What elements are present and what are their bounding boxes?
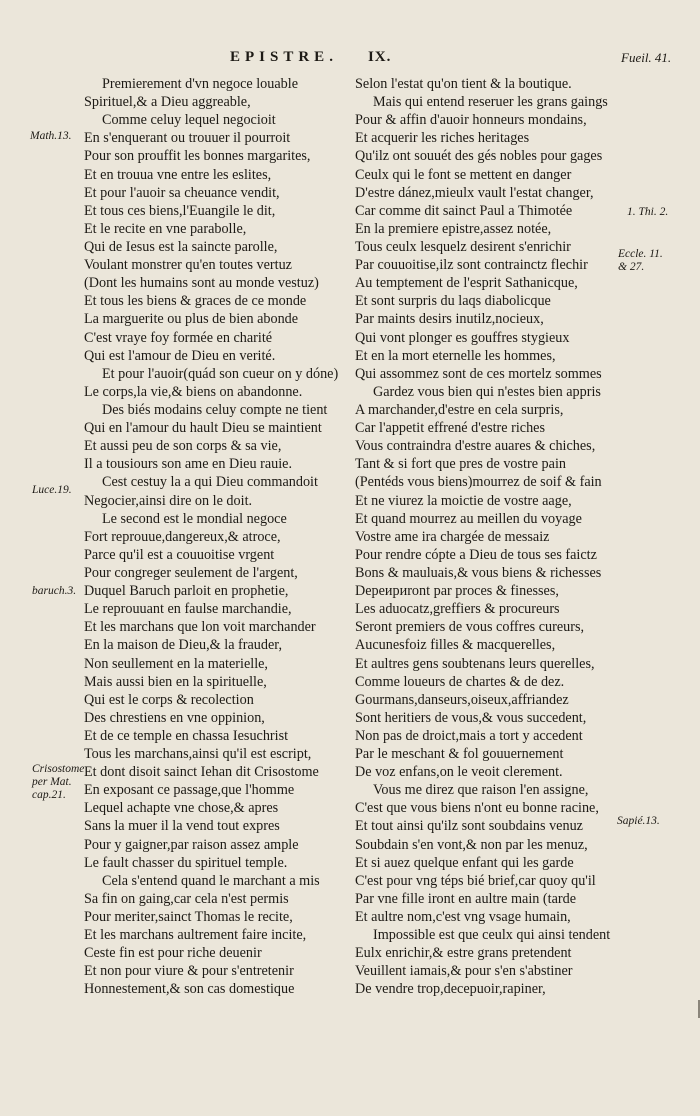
verse-line: C'est vraye foy formée en charité	[84, 329, 273, 346]
margin-note-eccle	[618, 248, 663, 274]
verse-line: Et acquerir les riches heritages	[355, 130, 530, 147]
verse-line: Sont heritiers de vous,& vous succedent,	[355, 709, 587, 726]
verse-line: Ceulx qui le font se mettent en danger	[355, 166, 572, 183]
verse-line: Et aussi peu de son corps & sa vie,	[84, 438, 282, 455]
running-header	[230, 49, 391, 66]
margin-note-line: & 27.	[618, 261, 645, 273]
verse-line: Par couuoitise,ilz sont contrainctz flechir	[355, 257, 588, 274]
verse-line: Sans la muer il la vend tout expres	[84, 818, 280, 835]
verse-line: Vostre ame ira chargée de messaiz	[355, 528, 550, 545]
verse-line: Et dont disoit sainct Iehan dit Crisostome	[84, 764, 319, 781]
verse-line: Par vne fille iront en aultre main (tarde	[355, 890, 577, 907]
verse-line: Par maints desirs inutilz,nocieux,	[355, 311, 544, 328]
margin-note-line: Sapié.13.	[617, 815, 660, 827]
verse-line: Et aultres gens soubtenans leurs querelles,	[355, 655, 595, 672]
verse-line: Cest cestuy la a qui Dieu commandoit	[102, 474, 318, 491]
verse-line: Le second est le mondial negoce	[102, 510, 287, 527]
verse-line: Depeириront par proces & finesses,	[355, 583, 559, 600]
verse-line: Gardez vous bien qui n'estes bien appris	[373, 383, 601, 400]
header-number: IX.	[367, 49, 392, 65]
verse-line: Fort reprouue,dangereux,& atroce,	[84, 528, 281, 545]
verse-line: Et tous ces biens,l'Euangile le dit,	[84, 202, 276, 219]
verse-line: Le fault chasser du spirituel temple.	[84, 854, 288, 871]
verse-line: Cela s'entend quand le marchant a mis	[102, 872, 320, 889]
verse-line: En s'enquerant ou trouuer il pourroit	[84, 130, 291, 147]
verse-line: Il a tousiours son ame en Dieu rauie.	[84, 456, 293, 473]
verse-line: Et en la mort eternelle les hommes,	[355, 347, 556, 364]
margin-note-line: baruch.3.	[32, 585, 77, 597]
verse-line: Au temptement de l'esprit Sathanicque,	[355, 275, 578, 292]
verse-line: Qui de Iesus est la saincte parolle,	[84, 238, 278, 255]
verse-line: Comme celuy lequel negocioit	[102, 112, 276, 129]
verse-line: Tous ceulx lesquelz desirent s'enrichir	[355, 238, 571, 255]
verse-line: Et non pour viure & pour s'entretenir	[84, 963, 294, 980]
verse-line: Et sont surpris du laqs diabolicque	[355, 293, 551, 310]
verse-line: Et tous les biens & graces de ce monde	[84, 293, 307, 310]
margin-note-sapie	[617, 815, 660, 828]
verse-line: (Dont les humains sont au monde vestuz)	[84, 275, 319, 292]
margin-note-line: cap.21.	[32, 789, 66, 801]
verse-line: Tant & si fort que pres de vostre pain	[355, 456, 566, 473]
verse-line: Et les marchans que lon voit marchander	[84, 619, 316, 636]
margin-note-line: Eccle. 11.	[618, 248, 663, 260]
verse-line: Et pour l'auoir sa cheuance vendit,	[84, 184, 280, 201]
verse-line: Veuillent iamais,& pour s'en s'abstiner	[355, 963, 573, 980]
verse-line: En exposant ce passage,que l'homme	[84, 782, 295, 799]
verse-line: Comme loueurs de chartes & de dez.	[355, 673, 565, 690]
verse-line: Impossible est que ceulx qui ainsi tendent	[373, 927, 611, 944]
header-title: EPISTRE.	[230, 49, 338, 65]
verse-line: Et de ce temple en chassa Iesuchrist	[84, 727, 289, 744]
verse-line: Car l'appetit effrené d'estre riches	[355, 420, 545, 437]
verse-line: En la premiere epistre,assez notée,	[355, 220, 552, 237]
verse-line: Bons & mauluais,& vous biens & richesses	[355, 564, 602, 581]
verse-line: Lequel achapte vne chose,& apres	[84, 800, 279, 817]
verse-line: Parce qu'il est a couuoitise vrgent	[84, 546, 275, 563]
verse-line: Et pour l'auoir(quád son cueur on y dóne)	[102, 365, 339, 382]
verse-line: Qui vont plonger es gouffres stygieux	[355, 329, 570, 346]
margin-note-line: Luce.19.	[32, 484, 72, 496]
verse-line: Vous contraindra d'estre auares & chiches,	[355, 438, 596, 455]
verse-line: Selon l'estat qu'on tient & la boutique.	[355, 76, 572, 92]
margin-note-line: Math.13.	[30, 130, 72, 142]
verse-line: La marguerite ou plus de bien abonde	[84, 311, 299, 328]
left-column	[84, 75, 346, 999]
verse-line: Aucunesfoiz filles & macquerelles,	[355, 637, 556, 654]
right-column	[355, 75, 617, 999]
verse-line: Et si auez quelque enfant qui les garde	[355, 854, 574, 871]
verse-line: Qui est le corps & recolection	[84, 691, 254, 708]
verse-line: En la maison de Dieu,& la frauder,	[84, 637, 282, 654]
verse-line: Non pas de droict,mais a tort y accedent	[355, 727, 583, 744]
verse-line: Negocier,ainsi dire on le doit.	[84, 492, 253, 509]
verse-line: Qui en l'amour du hault Dieu se maintient	[84, 420, 322, 437]
verse-line: Et quand mourrez au meillen du voyage	[355, 510, 582, 527]
verse-line: D'estre dánez,mieulx vault l'estat changer,	[355, 184, 594, 201]
verse-line: C'est que vous biens n'ont eu bonne racine,	[355, 800, 599, 817]
verse-line: De voz enfans,on le veoit clerement.	[355, 764, 563, 781]
verse-line: Premierement d'vn negoce louable	[102, 76, 298, 92]
verse-line: C'est pour vng téps bié brief,car quoy qu'il	[355, 872, 596, 889]
verse-line: Pour congreger seulement de l'argent,	[84, 564, 298, 581]
verse-line: Le corps,la vie,& biens on abandonne.	[84, 383, 303, 400]
margin-note-luce	[32, 484, 72, 497]
verse-line: Spirituel,& a Dieu aggreable,	[84, 94, 251, 111]
verse-line: Pour son prouffit les bonnes margarites,	[84, 148, 311, 165]
verse-line: Pour & affin d'auoir honneurs mondains,	[355, 112, 587, 129]
verse-line: Et en trouua vne entre les eslites,	[84, 166, 272, 183]
margin-note-line: Crisostome	[32, 763, 85, 775]
verse-line: Pour rendre cópte a Dieu de tous ses faictz	[355, 546, 597, 563]
verse-line: (Pentéds vous biens)mourrez de soif & fain	[355, 474, 602, 491]
verse-line: Duquel Baruch parloit en prophetie,	[84, 583, 289, 600]
verse-line: Et tout ainsi qu'ilz sont soubdains venuz	[355, 818, 583, 835]
verse-line: Et aultre nom,c'est vng vsage humain,	[355, 909, 571, 926]
verse-line: Sa fin on gaing,car cela n'est permis	[84, 890, 289, 907]
verse-line: Pour y gaigner,par raison assez ample	[84, 836, 299, 853]
verse-line: Des chrestiens en vne oppinion,	[84, 709, 265, 726]
verse-line: Mais qui entend reseruer les grans gaings	[373, 94, 608, 111]
margin-note-thi	[627, 206, 668, 219]
verse-line: Car comme dit sainct Paul a Thimotée	[355, 202, 573, 219]
verse-line: Et les marchans aultrement faire incite,	[84, 927, 307, 944]
verse-line: Vous me direz que raison l'en assigne,	[373, 782, 589, 799]
verse-line: Soubdain s'en vont,& non par les menuz,	[355, 836, 588, 853]
margin-note-math	[30, 130, 72, 143]
verse-line: A marchander,d'estre en cela surpris,	[355, 401, 564, 418]
verse-line: Non seullement en la materielle,	[84, 655, 268, 672]
verse-line: De vendre trop,decepuoir,rapiner,	[355, 981, 546, 998]
verse-line: Eulx enrichir,& estre grans pretendent	[355, 945, 572, 962]
margin-note-crisostome	[32, 763, 84, 802]
verse-line: Et le recite en vne parabolle,	[84, 220, 247, 237]
verse-line: Tous les marchans,ainsi qu'il est escript,	[84, 746, 312, 763]
verse-line: Qui est l'amour de Dieu en verité.	[84, 347, 276, 364]
verse-line: Les aduocatz,greffiers & procureurs	[355, 601, 560, 618]
margin-note-line: 1. Thi. 2.	[627, 206, 669, 218]
verse-line: Mais aussi bien en la spirituelle,	[84, 673, 267, 690]
verse-line: Qui assommez sont de ces mortelz sommes	[355, 365, 602, 382]
verse-line: Et ne viurez la moictie de vostre aage,	[355, 492, 572, 509]
verse-line: Qu'ilz ont souuét des gés nobles pour gages	[355, 148, 603, 165]
verse-line: Par le meschant & fol gouuernement	[355, 746, 564, 763]
verse-line: Pour meriter,sainct Thomas le recite,	[84, 909, 293, 926]
verse-line: Seront premiers de vous coffres cureurs,	[355, 619, 585, 636]
margin-note-line: per Mat.	[32, 776, 72, 788]
margin-note-baruch	[32, 585, 76, 598]
verse-line: Gourmans,danseurs,oiseux,affriandez	[355, 691, 569, 708]
verse-line: Honnestement,& son cas domestique	[84, 981, 295, 998]
verse-line: Ceste fin est pour riche deuenir	[84, 945, 262, 962]
verse-line: Des biés modains celuy compte ne tient	[102, 401, 328, 418]
verse-line: Voulant monstrer qu'en toutes vertuz	[84, 257, 292, 274]
verse-line: Le reprouuant en faulse marchandie,	[84, 601, 292, 618]
folio-number: Fueil. 41.	[621, 50, 672, 65]
